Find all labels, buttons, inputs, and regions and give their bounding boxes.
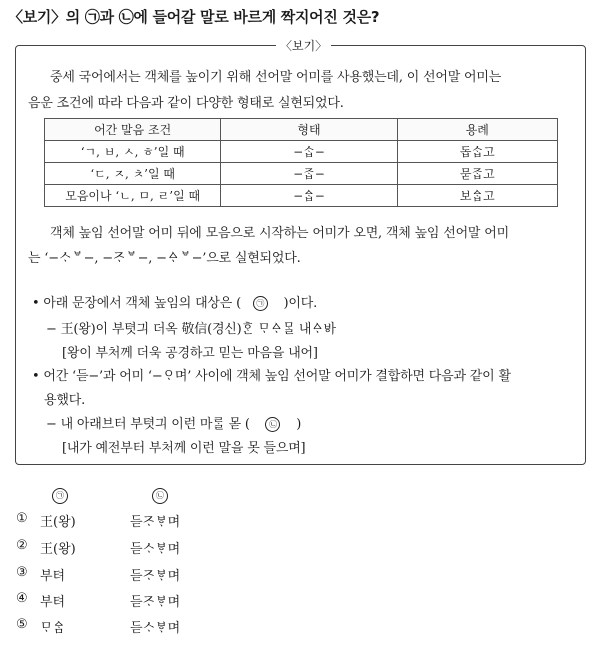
table-cell: 돕ᄉᆞᆸ고 <box>397 141 557 163</box>
table-cell: −ᅀᆞᆸ− <box>221 185 397 207</box>
option-a: 王(왕) <box>40 515 76 530</box>
answer-header-b-marker: ㉡ <box>152 488 168 504</box>
bullet-2-line-1: • 어간 ‘듣−’과 어미 ‘−ᄋᆞ며’ 사이에 객체 높임 선어말 어미가 결합하면 다음과 같이 활 <box>32 369 511 384</box>
option-b: 듣ᄉᆞᄫᆞ며 <box>130 542 181 557</box>
bullet-1-translation: [왕이 부처께 더욱 공경하고 믿는 마음을 내어] <box>62 346 318 361</box>
answer-header-a <box>52 488 68 504</box>
after-table-line-1: 객체 높임 선어말 어미 뒤에 모음으로 시작하는 어미가 오면, 객체 높임 선어말 어미 <box>50 226 509 241</box>
answer-header-a-marker: ㉠ <box>52 488 68 504</box>
table-cell: 묻ᄌᆞᆸ고 <box>397 163 557 185</box>
option-number[interactable]: ③ <box>16 565 28 580</box>
bullet-1 <box>32 292 317 311</box>
answer-header-b <box>152 488 168 504</box>
table-header: 용례 <box>397 119 557 141</box>
bullet-1-text: • 아래 문장에서 객체 높임의 대상은 ( <box>32 296 241 311</box>
option-number[interactable]: ① <box>16 511 28 526</box>
example-box-label: 〈보기〉 <box>276 37 331 54</box>
table-cell: ‘ㄱ, ㅂ, ㅅ, ㅎ’일 때 <box>45 141 221 163</box>
option-a: 부텨 <box>40 569 66 584</box>
bullet-2-line-2: 용했다. <box>44 393 86 408</box>
option-number[interactable]: ⑤ <box>16 617 28 632</box>
intro-line-1: 중세 국어에서는 객체를 높이기 위해 선어말 어미를 사용했는데, 이 선어말 어미는 <box>50 70 502 85</box>
bullet-2-translation: [내가 예전부터 부처께 이런 말을 못 들으며] <box>62 441 306 456</box>
table-cell: −ᄌᆞᆸ− <box>221 163 397 185</box>
table-cell: 보ᅀᆞᆸ고 <box>397 185 557 207</box>
table-header: 어간 말음 조건 <box>45 119 221 141</box>
table-cell: 모음이나 ‘ㄴ, ㅁ, ㄹ’일 때 <box>45 185 221 207</box>
bullet-2-example-end: ) <box>296 417 302 432</box>
option-a: 王(왕) <box>40 542 76 557</box>
table-header-row <box>45 119 558 141</box>
bullet-2-example-text: − 내 아래브터 부텻긔 이런 마ᄅᆞᆯ 몯 ( <box>46 417 250 432</box>
blank-a-marker: ㉠ <box>253 296 268 311</box>
bullet-2-example <box>46 413 301 432</box>
table-row <box>45 141 558 163</box>
option-b: 듣ᄌᆞᄫᆞ며 <box>130 595 181 610</box>
after-table-line-2: 는 ‘−ᄉᆞᄫ−, −ᄌᆞᄫ−, −ᅀᆞᄫ−’으로 실현되었다. <box>28 251 301 266</box>
bullet-1-text-end: )이다. <box>283 296 318 311</box>
table-cell: ‘ㄷ, ㅈ, ㅊ’일 때 <box>45 163 221 185</box>
bullet-1-example: − 王(왕)이 부텻긔 더옥 敬信(경신)ᄒᆞᆫ ᄆᆞᅀᆞᄆᆞᆯ 내ᅀᆞᄫᅡ <box>46 322 336 337</box>
option-b: 듣ᄌᆞᄫᆞ며 <box>130 515 181 530</box>
table-cell: −ᄉᆞᆸ− <box>221 141 397 163</box>
option-a: 부텨 <box>40 595 66 610</box>
option-b: 듣ᄉᆞᄫᆞ며 <box>130 621 181 636</box>
option-number[interactable]: ④ <box>16 591 28 606</box>
table-header: 형태 <box>221 119 397 141</box>
option-a: ᄆᆞᅀᆞᆷ <box>40 621 66 636</box>
form-table <box>44 118 558 207</box>
option-number[interactable]: ② <box>16 538 28 553</box>
table-row <box>45 185 558 207</box>
question-title: 〈보기〉의 ㉠과 ㉡에 들어갈 말로 바르게 짝지어진 것은? <box>8 8 380 26</box>
intro-line-2: 음운 조건에 따라 다음과 같이 다양한 형태로 실현되었다. <box>28 96 344 111</box>
option-b: 듣ᄌᆞᄫᆞ며 <box>130 569 181 584</box>
blank-b-marker: ㉡ <box>265 417 280 432</box>
table-row <box>45 163 558 185</box>
